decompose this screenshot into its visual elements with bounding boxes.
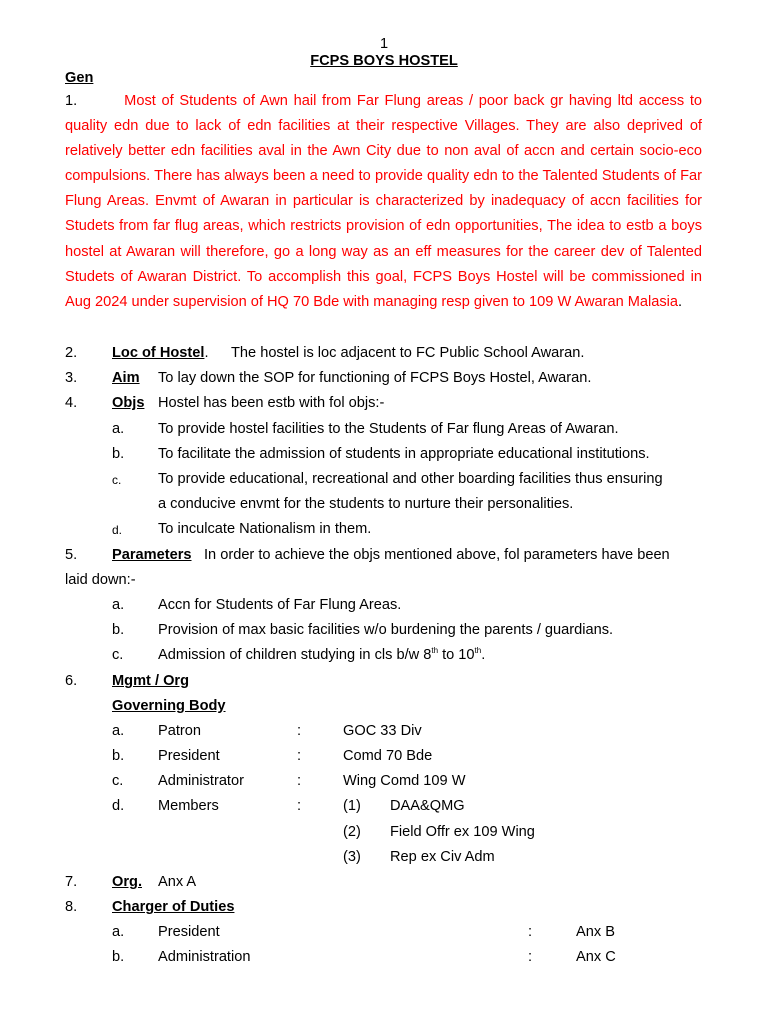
row-colon: : xyxy=(297,723,302,739)
list-item-label: c. xyxy=(112,647,124,663)
list-item-text: To provide educational, recreational and other boarding facilities thus ensuring xyxy=(158,471,663,487)
row-value: Comd 70 Bde xyxy=(343,748,433,764)
row-label: a. xyxy=(112,924,125,940)
row-label: d. xyxy=(112,798,125,814)
superscript-th: th xyxy=(431,646,439,656)
paragraph-7-text: Anx A xyxy=(158,874,197,890)
paragraph-8-number: 8. xyxy=(65,899,78,915)
row-role: President xyxy=(158,748,220,764)
paragraph-8-heading: Charger of Duties xyxy=(112,899,235,915)
row-colon: : xyxy=(297,773,302,789)
list-item-label: b. xyxy=(112,622,125,638)
row-label: c. xyxy=(112,773,124,789)
row-colon: : xyxy=(528,924,533,940)
list-item-label: c. xyxy=(112,473,122,487)
paragraph-1-end: . xyxy=(678,293,683,310)
paragraph-5-text-continued: laid down:- xyxy=(65,572,136,588)
paragraph-1-text: Most of Students of Awn hail from Far Flung areas / poor back gr having ltd access to quality edn due to lack of edn facilities at their respective Villages. They are also deprived of relatively better edn facilities aval in the Awn City due to non aval of accn and certain socio-eco compulsions. There has always been a need to provide quality edn to the Talented Students of Far Flung Areas. Envmt of Awaran in particular is characterized by inadequacy of accn facilities for Studets from far flug areas, which restricts provision of edn opportunities, The idea to estb a boys hostel at Awaran will therefore, go a long way as an eff measures for the career dev of Talented Studets of Awaran District. To accomplish this goal, FCPS Boys Hostel will be commissioned in Aug 2024 under supervision of HQ 70 Bde with managing resp given to 109 W Awaran Malasia xyxy=(65,93,702,310)
paragraph-3-text: To lay down the SOP for functioning of FCPS Boys Hostel, Awaran. xyxy=(158,370,592,386)
member-text: Rep ex Civ Adm xyxy=(390,849,495,865)
row-role: Administrator xyxy=(158,773,244,789)
row-role: Patron xyxy=(158,723,201,739)
paragraph-5-number: 5. xyxy=(65,547,78,563)
paragraph-4-number: 4. xyxy=(65,395,78,411)
list-item-text: Provision of max basic facilities w/o burdening the parents / guardians. xyxy=(158,622,614,638)
document-title: FCPS BOYS HOSTEL xyxy=(310,53,458,69)
list-item-text-continued: a conducive envmt for the students to nurture their personalities. xyxy=(158,496,574,512)
row-text: President xyxy=(158,924,220,940)
row-role: Members xyxy=(158,798,219,814)
paragraph-1-number: 1. xyxy=(65,93,78,109)
row-colon: : xyxy=(528,949,533,965)
list-item-label: d. xyxy=(112,523,123,537)
paragraph-7-number: 7. xyxy=(65,874,78,890)
list-item-text-post: . xyxy=(481,647,486,663)
row-value: Anx B xyxy=(576,924,615,940)
list-item-text: To inculcate Nationalism in them. xyxy=(158,521,372,537)
paragraph-5-text: In order to achieve the objs mentioned above, fol parameters have been xyxy=(204,547,670,563)
row-label: b. xyxy=(112,748,125,764)
row-value: GOC 33 Div xyxy=(343,723,422,739)
paragraph-4-text: Hostel has been estb with fol objs:- xyxy=(158,395,385,411)
paragraph-4-heading: Objs xyxy=(112,395,145,411)
row-label: a. xyxy=(112,723,125,739)
list-item-label: a. xyxy=(112,421,125,437)
paragraph-1 xyxy=(65,89,702,315)
member-text: DAA&QMG xyxy=(390,798,465,814)
list-item-text: Accn for Students of Far Flung Areas. xyxy=(158,597,402,613)
member-number: (3) xyxy=(343,849,361,865)
list-item-label: a. xyxy=(112,597,125,613)
list-item-text-pre: Admission of children studying in cls b/w 8 xyxy=(158,647,432,663)
paragraph-6-number: 6. xyxy=(65,673,78,689)
member-number: (2) xyxy=(343,824,361,840)
paragraph-3-number: 3. xyxy=(65,370,78,386)
list-item-text xyxy=(158,646,485,664)
paragraph-3-heading: Aim xyxy=(112,370,140,386)
paragraph-5-heading: Parameters xyxy=(112,547,192,563)
paragraph-2-text: The hostel is loc adjacent to FC Public School Awaran. xyxy=(231,345,585,361)
paragraph-2-heading-stop: . xyxy=(204,345,209,361)
row-text: Administration xyxy=(158,949,251,965)
member-number: (1) xyxy=(343,798,361,814)
row-colon: : xyxy=(297,748,302,764)
row-value: Anx C xyxy=(576,949,616,965)
governing-body-heading: Governing Body xyxy=(112,698,226,714)
paragraph-6-heading: Mgmt / Org xyxy=(112,673,190,689)
list-item-label: b. xyxy=(112,446,125,462)
paragraph-2-number: 2. xyxy=(65,345,78,361)
member-text: Field Offr ex 109 Wing xyxy=(390,824,535,840)
row-colon: : xyxy=(297,798,302,814)
row-value: Wing Comd 109 W xyxy=(343,773,466,789)
list-item-text-mid: to 10 xyxy=(438,647,475,663)
row-label: b. xyxy=(112,949,125,965)
superscript-th: th xyxy=(474,646,482,656)
section-heading-gen: Gen xyxy=(65,70,94,86)
list-item-text: To facilitate the admission of students in appropriate educational institutions. xyxy=(158,446,650,462)
paragraph-2-heading-wrap xyxy=(112,344,209,362)
list-item-text: To provide hostel facilities to the Students of Far flung Areas of Awaran. xyxy=(158,421,619,437)
paragraph-2-heading: Loc of Hostel xyxy=(112,345,205,361)
paragraph-7-heading: Org. xyxy=(112,874,142,890)
page-number: 1 xyxy=(379,36,389,52)
